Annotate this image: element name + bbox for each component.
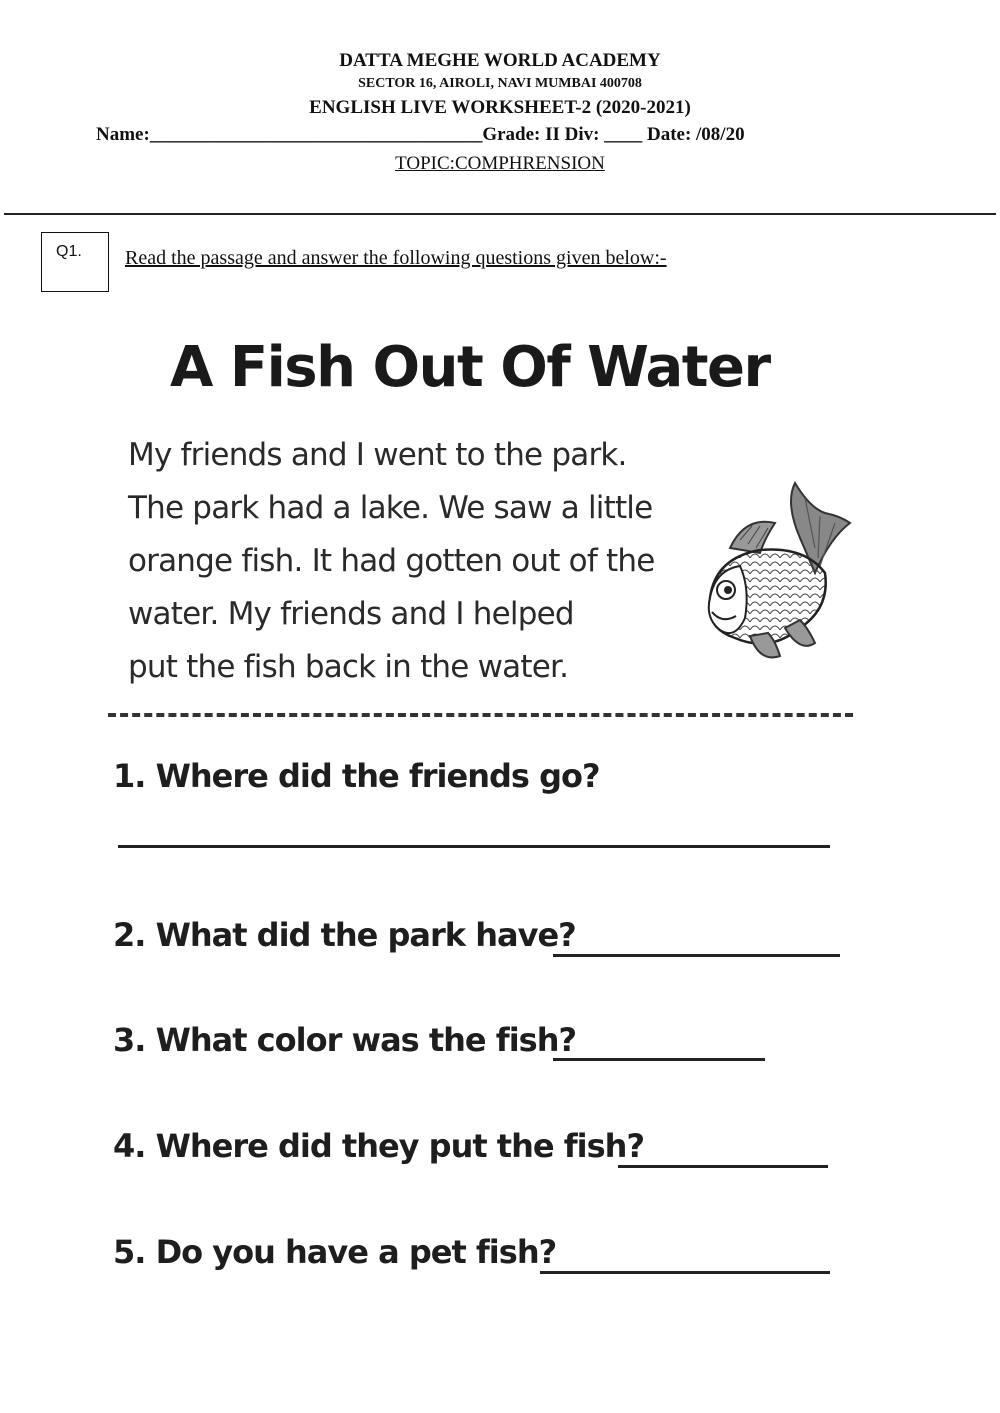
topic-heading: TOPIC:COMPHRENSION: [395, 153, 605, 174]
grade-div-date: Grade: II Div: ____ Date: /08/20: [482, 124, 745, 145]
name-blank[interactable]: ___________________________________: [149, 124, 483, 145]
student-info-line: [96, 124, 745, 146]
answer-line[interactable]: [553, 1058, 765, 1061]
passage-line: water. My friends and I helped: [128, 596, 574, 632]
passage-title: A Fish Out Of Water: [170, 335, 770, 400]
question-item: 3. What color was the fish?: [113, 1021, 577, 1059]
question-item: 5. Do you have a pet fish?: [113, 1233, 557, 1271]
school-address: SECTOR 16, AIROLI, NAVI MUMBAI 400708: [358, 76, 642, 91]
question-number-box: [41, 232, 109, 292]
question-item: 1. Where did the friends go?: [113, 757, 600, 795]
passage-line: The park had a lake. We saw a little: [128, 490, 653, 526]
header-divider: [4, 213, 996, 215]
worksheet-title: ENGLISH LIVE WORKSHEET-2 (2020-2021): [309, 97, 691, 118]
section-divider: [108, 713, 853, 717]
name-label: Name:: [96, 124, 150, 145]
answer-line[interactable]: [118, 845, 830, 848]
answer-line[interactable]: [553, 954, 840, 957]
passage-line: orange fish. It had gotten out of the: [128, 543, 655, 579]
question-instruction: Read the passage and answer the following questions given below:-: [125, 247, 667, 269]
answer-line[interactable]: [540, 1271, 830, 1274]
passage-line: put the fish back in the water.: [128, 649, 569, 685]
question-item: 4. Where did they put the fish?: [113, 1127, 644, 1165]
passage-line: My friends and I went to the park.: [128, 437, 627, 473]
school-name: DATTA MEGHE WORLD ACADEMY: [339, 50, 661, 71]
answer-line[interactable]: [618, 1165, 828, 1168]
question-item: 2. What did the park have?: [113, 916, 576, 954]
question-number: Q1.: [56, 243, 82, 260]
fish-illustration: [690, 478, 855, 678]
